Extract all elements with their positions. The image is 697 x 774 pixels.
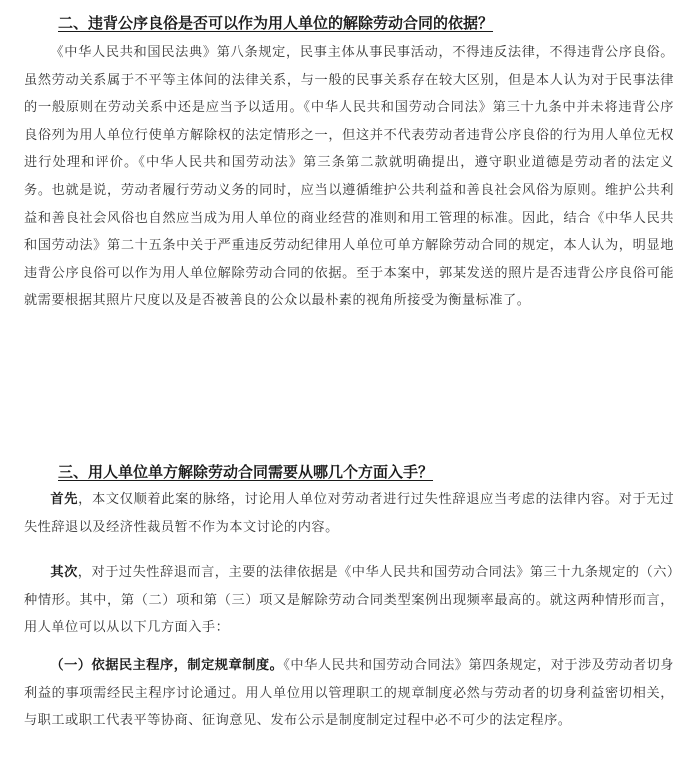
first-body-text: ，本文仅顺着此案的脉络，讨论用人单位对劳动者进行过失性辞退应当考虑的法律内容。对于无过失性辞退以及经济性裁员暂不作为本文讨论的内容。 bbox=[24, 492, 675, 535]
section-2-paragraph: 《中华人民共和国民法典》第八条规定，民事主体从事民事活动，不得违反法律，不得违背公序良俗。虽然劳动关系属于不平等主体间的法律关系，与一般的民事关系存在较大区别，但是本人认为对于民事法律的一般原则在劳动关系中还是应当予以适用。《中华人民共和国劳动合同法》第三十九条中并未将违背公序良俗列为用人单位行使单方解除权的法定情形之一，但这并不代表劳动者违背公序良俗的行为用人单位无权进行处理和评价。《中华人民共和国劳动法》第三条第二款就明确提出，遵守职业道德是劳动者的法定义务。也就是说，劳动者履行劳动义务的同时，应当以遵循维护公共利益和善良社会风俗为原则。维护公共利益和善良社会风俗也自然应当成为用人单位的商业经营的准则和用工管理的标准。因此，结合《中华人民共和国劳动法》第二十五条中关于严重违反劳动纪律用人单位可单方解除劳动合同的规定，本人认为，明显地违背公序良俗可以作为用人单位解除劳动合同的依据。至于本案中，郭某发送的照片是否违背公序良俗可能就需要根据其照片尺度以及是否被善良的公众以最朴素的视角所接受为衡量标准了。 bbox=[24, 45, 674, 309]
section-heading-3: 三、用人单位单方解除劳动合同需要从哪几个方面入手？ bbox=[58, 463, 434, 481]
section-3-paragraph-first bbox=[24, 486, 674, 541]
section-3-paragraph-second bbox=[24, 559, 674, 642]
second-lead-text: 其次 bbox=[50, 565, 78, 580]
third-body-text: 《中华人民共和国劳动合同法》第四条规定，对于涉及劳动者切身利益的事项需经民主程序讨论通过。用人单位用以管理职工的规章制度必然与劳动者的切身利益密切相关，与职工或职工代表平等协商、征询意见、发布公示是制度制定过程中必不可少的法定程序。 bbox=[24, 658, 674, 729]
first-lead-text: 首先 bbox=[50, 492, 79, 507]
section-3-paragraph-third bbox=[24, 652, 674, 735]
section-heading-2: 二、违背公序良俗是否可以作为用人单位的解除劳动合同的依据？ bbox=[58, 14, 494, 32]
third-lead-text: （一）依据民主程序，制定规章制度。 bbox=[50, 658, 284, 673]
second-body-text: ，对于过失性辞退而言，主要的法律依据是《中华人民共和国劳动合同法》第三十九条规定的（六）种情形。其中，第（二）项和第（三）项又是解除劳动合同类型案例出现频率最高的。就这两种情形而言，用人单位可以从以下几方面入手： bbox=[24, 565, 674, 636]
